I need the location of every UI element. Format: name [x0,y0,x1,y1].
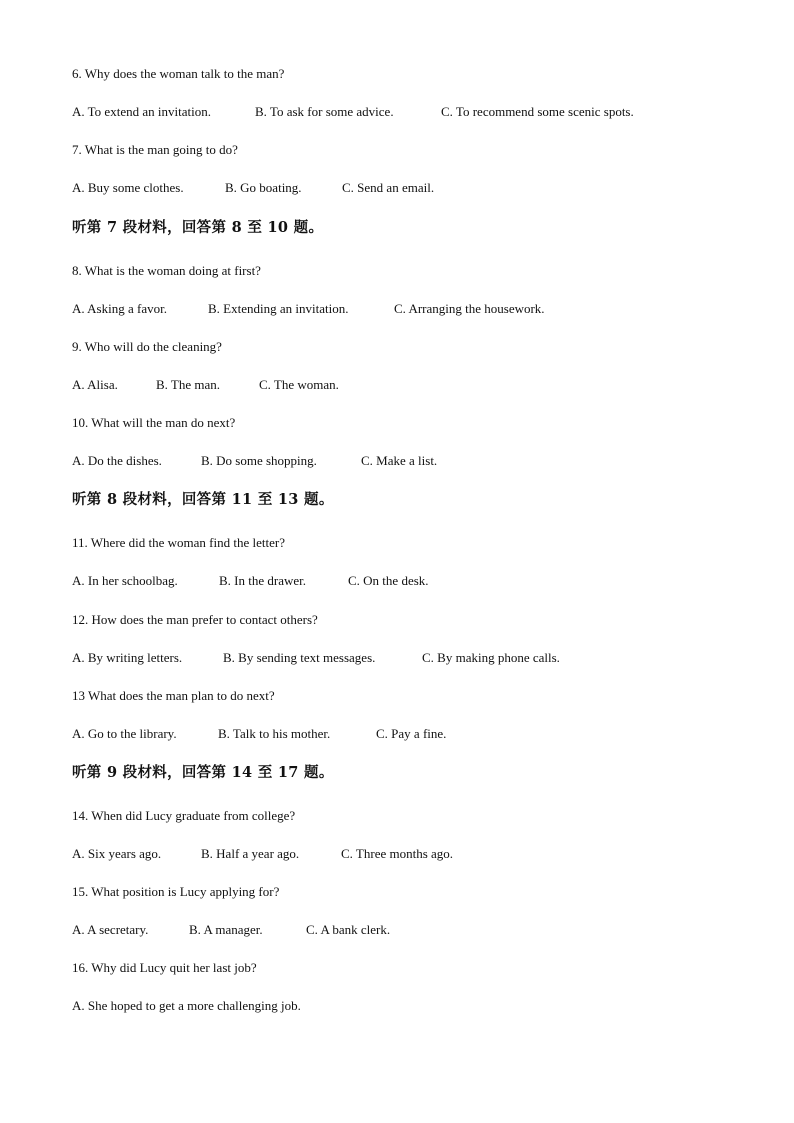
option-c: C. Send an email. [342,180,435,195]
option-b: B. Do some shopping. [201,453,317,468]
option-b: B. Half a year ago. [201,846,300,861]
option-b: B. Talk to his mother. [218,726,331,741]
question-15: 15. What position is Lucy applying for? [72,884,280,899]
option-c: C. A bank clerk. [306,922,391,937]
option-a: A. Do the dishes. [72,453,162,468]
question-14: 14. When did Lucy graduate from college? [72,808,296,823]
option-a: A. Go to the library. [72,726,177,741]
question-9: 9. Who will do the cleaning? [72,339,222,354]
option-a: A. A secretary. [72,922,149,937]
option-b: B. A manager. [189,922,263,937]
section-heading-7: 听第 7 段材料，回答第 8 至 10 题。 [72,219,324,236]
option-a: A. She hoped to get a more challenging job. [72,998,301,1013]
option-c: C. The woman. [259,377,339,392]
question-10: 10. What will the man do next? [72,415,236,430]
section-heading-8: 听第 8 段材料，回答第 11 至 13 题。 [72,491,334,508]
option-b: B. The man. [156,377,221,392]
question-13: 13 What does the man plan to do next? [72,688,275,703]
option-b: B. In the drawer. [219,573,307,588]
option-a: A. Alisa. [72,377,118,392]
option-c: C. Arranging the housework. [394,301,545,316]
option-c: C. By making phone calls. [422,650,560,665]
section-heading-9: 听第 9 段材料，回答第 14 至 17 题。 [72,764,334,781]
option-b: B. By sending text messages. [223,650,376,665]
option-c: C. To recommend some scenic spots. [441,104,634,119]
option-a: A. To extend an invitation. [72,104,211,119]
option-a: A. In her schoolbag. [72,573,178,588]
option-b: B. Go boating. [225,180,302,195]
option-a: A. Six years ago. [72,846,162,861]
option-c: C. On the desk. [348,573,429,588]
option-c: C. Three months ago. [341,846,454,861]
question-7: 7. What is the man going to do? [72,142,238,157]
option-a: A. Buy some clothes. [72,180,184,195]
question-12: 12. How does the man prefer to contact others? [72,612,318,627]
option-b: B. To ask for some advice. [255,104,394,119]
option-c: C. Pay a fine. [376,726,447,741]
option-c: C. Make a list. [361,453,438,468]
question-11: 11. Where did the woman find the letter? [72,535,285,550]
option-b: B. Extending an invitation. [208,301,349,316]
question-8: 8. What is the woman doing at first? [72,263,261,278]
option-a: A. By writing letters. [72,650,183,665]
question-16: 16. Why did Lucy quit her last job? [72,960,257,975]
question-6: 6. Why does the woman talk to the man? [72,66,285,81]
option-a: A. Asking a favor. [72,301,167,316]
